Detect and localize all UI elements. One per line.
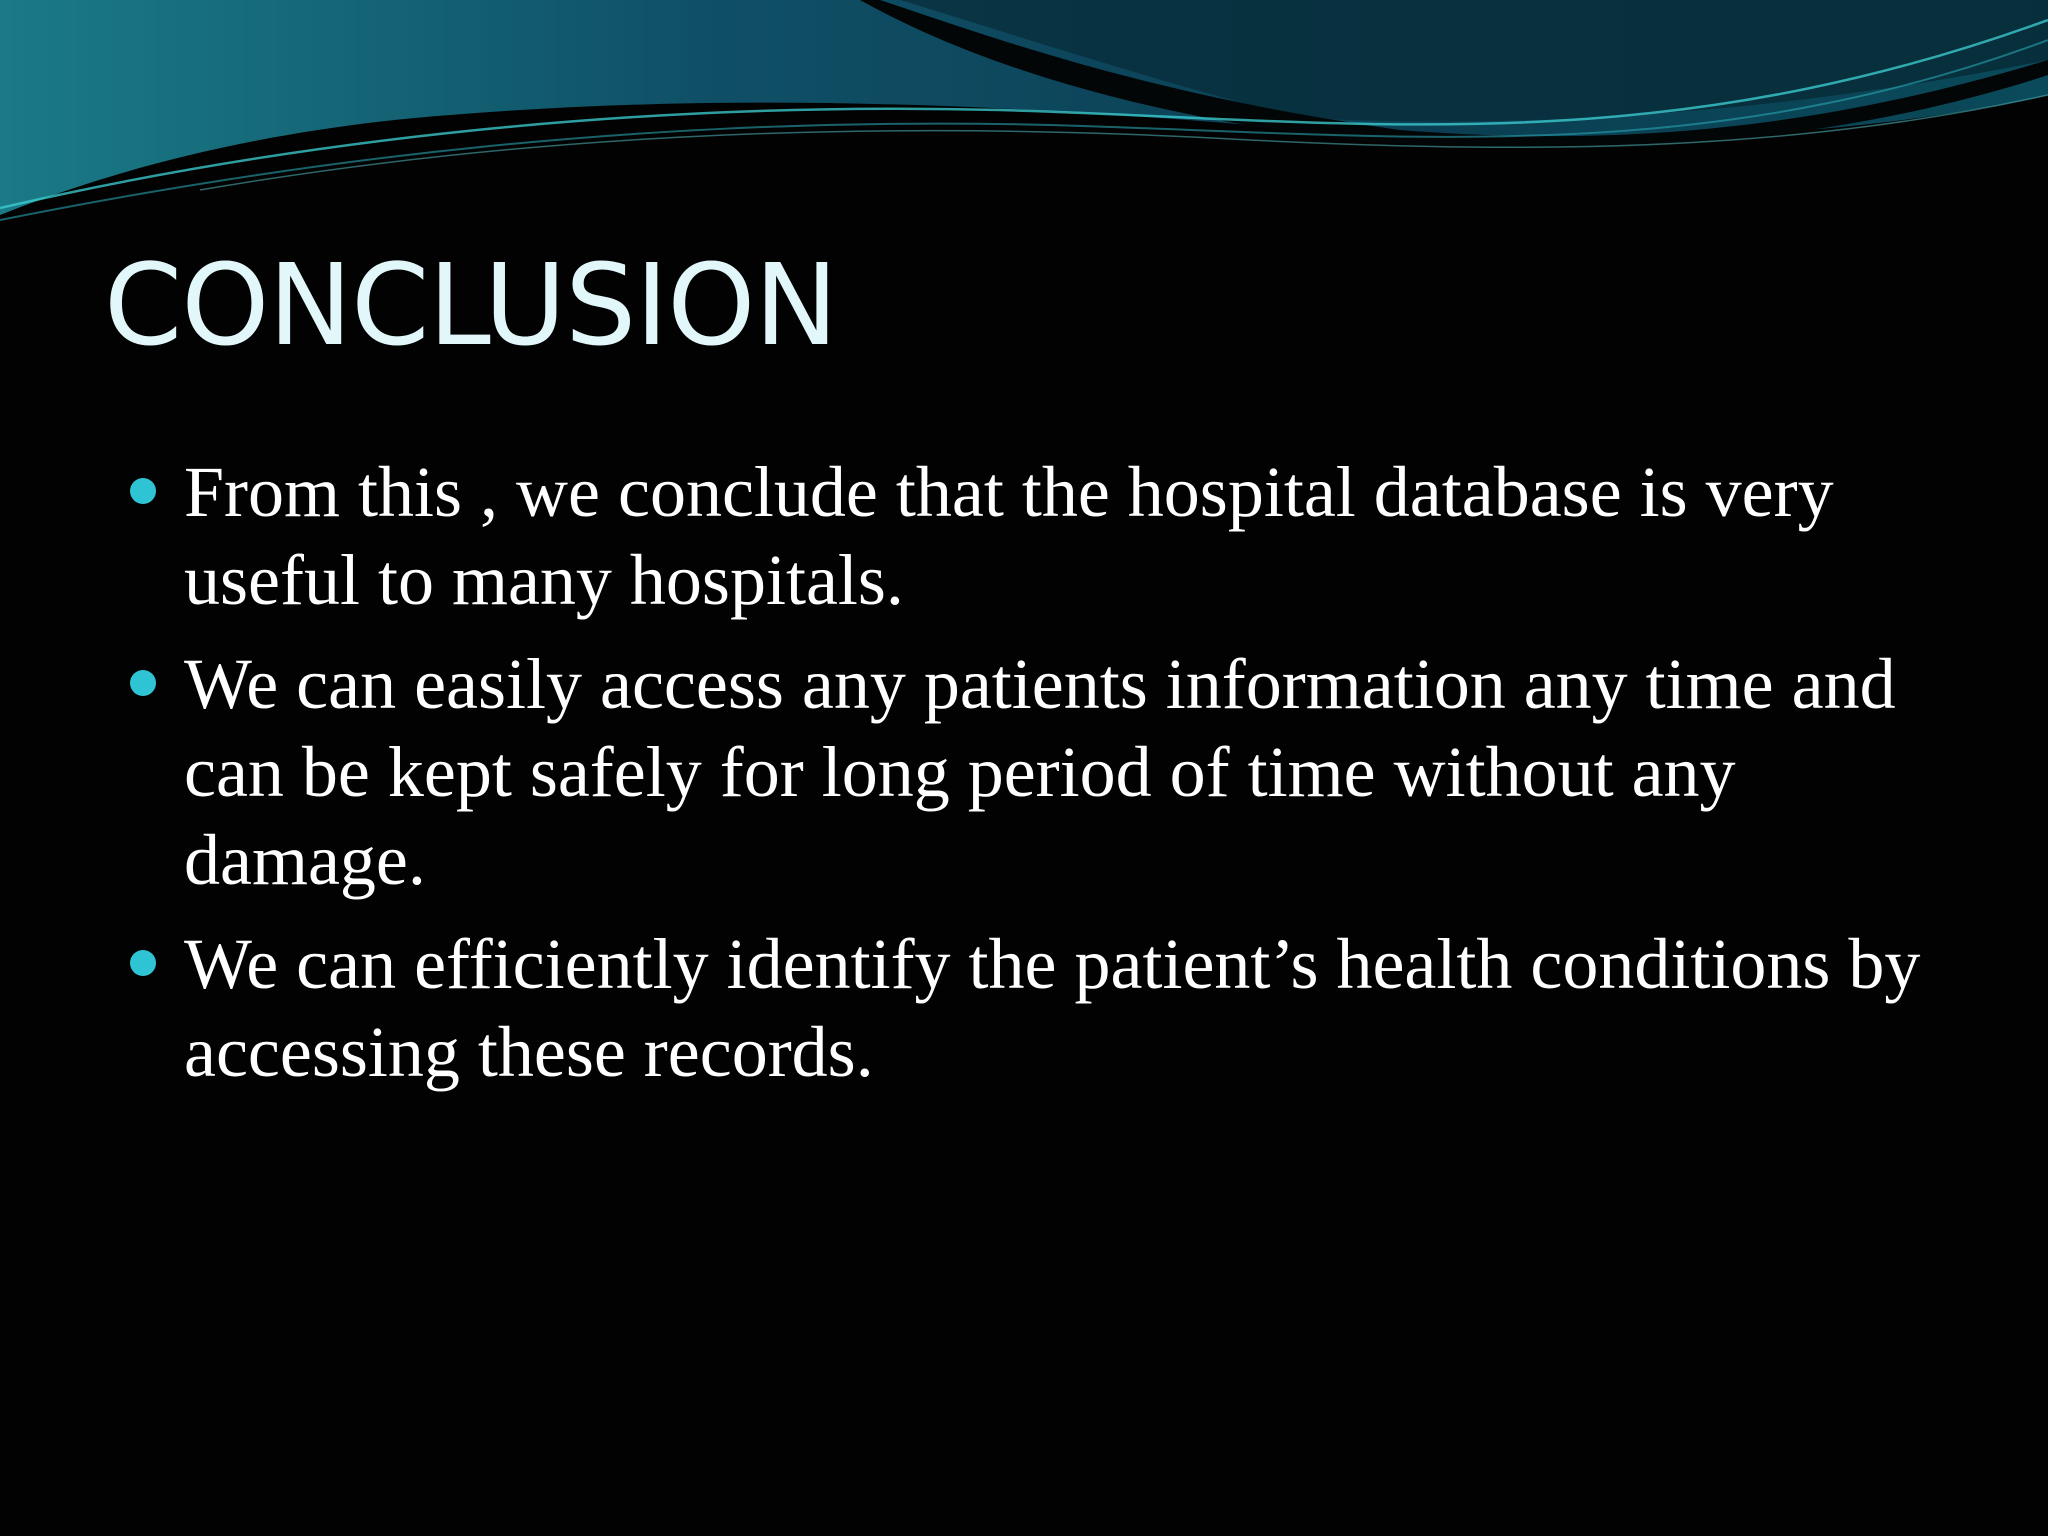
- bullet-list: [130, 448, 1990, 1112]
- bullet-item: [130, 920, 1990, 1096]
- slide-title: CONCLUSION: [104, 241, 838, 371]
- bullet-item: [130, 640, 1990, 904]
- bullet-text: We can efficiently identify the patient’s health conditions by accessing these records.: [184, 924, 1921, 1092]
- header-wave-decoration: [0, 0, 2048, 260]
- bullet-dot-icon: [130, 670, 156, 696]
- bullet-text: From this , we conclude that the hospital database is very useful to many hospitals.: [184, 452, 1834, 620]
- bullet-dot-icon: [130, 478, 156, 504]
- bullet-dot-icon: [130, 950, 156, 976]
- bullet-text: We can easily access any patients information any time and can be kept safely for long period of time without any damage.: [184, 644, 1896, 900]
- bullet-item: [130, 448, 1990, 624]
